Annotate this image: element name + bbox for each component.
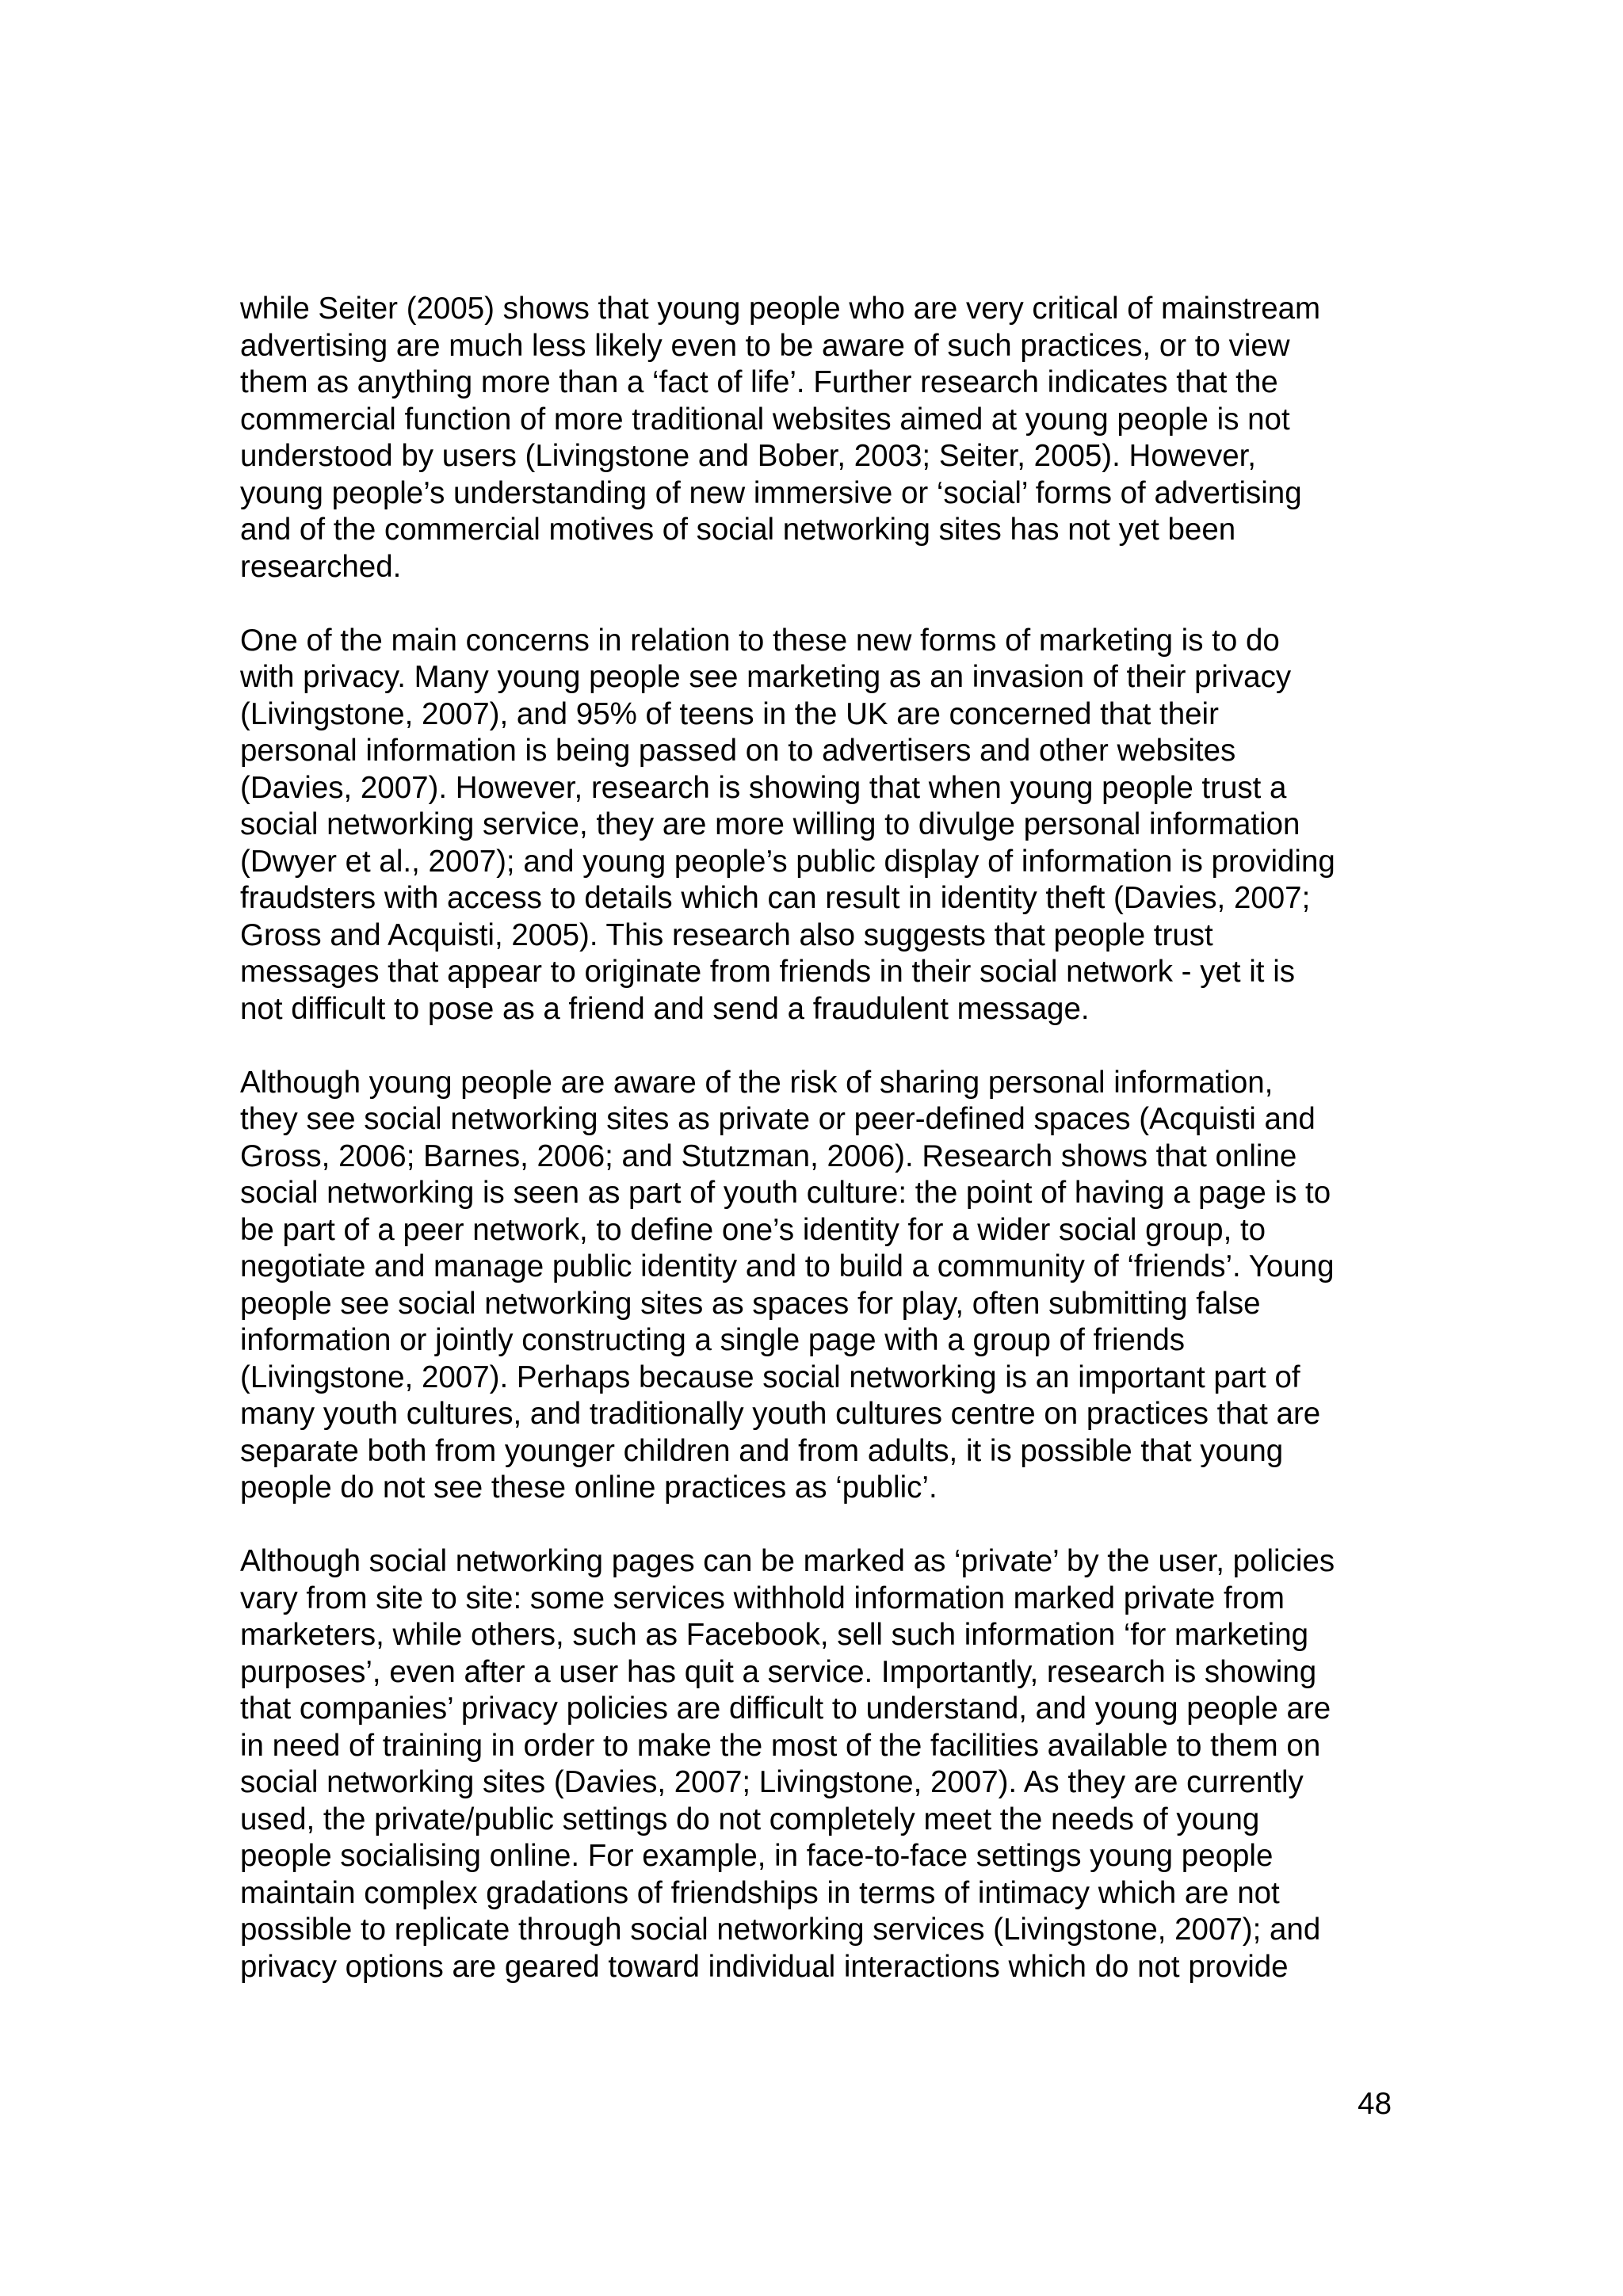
text-line: separate both from younger children and from adults, it is possible that young	[240, 1433, 1284, 1468]
text-line: Although social networking pages can be marked as ‘private’ by the user, policies	[240, 1544, 1335, 1578]
text-line: commercial function of more traditional websites aimed at young people is not	[240, 402, 1290, 437]
text-line: fraudsters with access to details which can result in identity theft (Davies, 2007;	[240, 881, 1311, 915]
text-line: understood by users (Livingstone and Bober, 2003; Seiter, 2005). However,	[240, 439, 1257, 473]
text-line: messages that appear to originate from friends in their social network - yet it is	[240, 955, 1295, 989]
text-line: young people’s understanding of new immersive or ‘social’ forms of advertising	[240, 475, 1302, 510]
text-line: Although young people are aware of the risk of sharing personal information,	[240, 1065, 1274, 1100]
text-line: Gross, 2006; Barnes, 2006; and Stutzman, 2006). Research shows that online	[240, 1138, 1297, 1173]
text-line: privacy options are geared toward individual interactions which do not provide	[240, 1949, 1289, 1984]
text-line: people do not see these online practices as ‘public’.	[240, 1470, 938, 1505]
page-number: 48	[1358, 2087, 1392, 2121]
text-line: maintain complex gradations of friendships in terms of intimacy which are not	[240, 1875, 1280, 1910]
text-line: many youth cultures, and traditionally youth cultures centre on practices that are	[240, 1397, 1321, 1431]
text-line: social networking sites (Davies, 2007; Livingstone, 2007). As they are currently	[240, 1765, 1304, 1799]
body-text	[240, 291, 1405, 2023]
text-line: marketers, while others, such as Facebook, sell such information ‘for marketing	[240, 1618, 1309, 1652]
paragraph	[240, 623, 1405, 1028]
text-line: personal information is being passed on to advertisers and other websites	[240, 734, 1236, 768]
paragraph	[240, 1543, 1405, 1985]
text-line: One of the main concerns in relation to these new forms of marketing is to do	[240, 623, 1280, 658]
text-line: people socialising online. For example, in face-to-face settings young people	[240, 1839, 1274, 1873]
text-line: advertising are much less likely even to be aware of such practices, or to view	[240, 328, 1290, 363]
text-line: (Livingstone, 2007), and 95% of teens in the UK are concerned that their	[240, 696, 1219, 731]
text-line: social networking is seen as part of youth culture: the point of having a page is to	[240, 1176, 1331, 1210]
text-line: researched.	[240, 549, 402, 584]
text-line: not difficult to pose as a friend and send a fraudulent message.	[240, 991, 1090, 1026]
paragraph	[240, 291, 1405, 585]
text-line: be part of a peer network, to define one’s identity for a wider social group, to	[240, 1212, 1266, 1247]
text-line: (Dwyer et al., 2007); and young people’s public display of information is providing	[240, 844, 1335, 879]
paragraph	[240, 1065, 1405, 1507]
text-line: (Davies, 2007). However, research is showing that when young people trust a	[240, 770, 1287, 805]
text-line: information or jointly constructing a single page with a group of friends	[240, 1323, 1186, 1357]
text-line: (Livingstone, 2007). Perhaps because social networking is an important part of	[240, 1360, 1300, 1394]
text-line: used, the private/public settings do not completely meet the needs of young	[240, 1802, 1260, 1836]
text-line: purposes’, even after a user has quit a service. Importantly, research is showing	[240, 1654, 1317, 1689]
text-line: vary from site to site: some services withhold information marked private from	[240, 1581, 1285, 1615]
text-line: while Seiter (2005) shows that young people who are very critical of mainstream	[240, 292, 1321, 326]
text-line: that companies’ privacy policies are difficult to understand, and young people are	[240, 1691, 1331, 1726]
text-line: with privacy. Many young people see marketing as an invasion of their privacy	[240, 660, 1292, 694]
text-line: and of the commercial motives of social networking sites has not yet been	[240, 513, 1236, 547]
text-line: possible to replicate through social networking services (Livingstone, 2007); and	[240, 1913, 1321, 1947]
text-line: them as anything more than a ‘fact of life’. Further research indicates that the	[240, 365, 1278, 399]
text-line: social networking service, they are more willing to divulge personal information	[240, 807, 1300, 841]
text-line: they see social networking sites as private or peer-defined spaces (Acquisti and	[240, 1102, 1316, 1136]
text-line: negotiate and manage public identity and to build a community of ‘friends’. Young	[240, 1249, 1335, 1283]
text-line: in need of training in order to make the most of the facilities available to them on	[240, 1728, 1321, 1763]
text-line: Gross and Acquisti, 2005). This research also suggests that people trust	[240, 917, 1213, 952]
text-line: people see social networking sites as spaces for play, often submitting false	[240, 1286, 1261, 1321]
